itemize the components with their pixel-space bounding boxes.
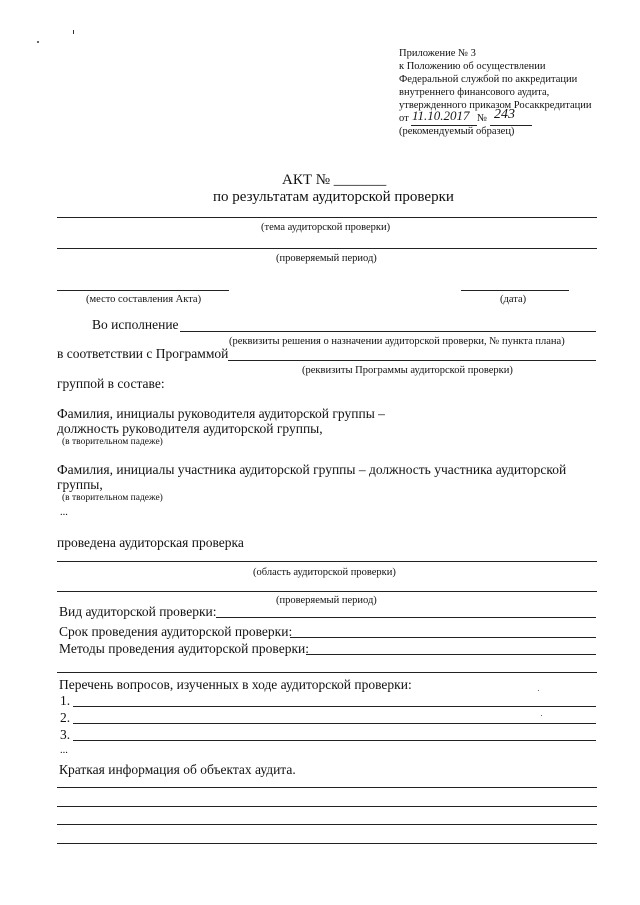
conducted-label: проведена аудиторская проверка xyxy=(57,535,244,550)
objects-label: Краткая информация об объектах аудита. xyxy=(59,762,296,777)
audit-type-label: Вид аудиторской проверки: xyxy=(59,604,217,619)
program-caption: (реквизиты Программы аудиторской проверки) xyxy=(302,365,513,376)
act-subtitle: по результатам аудиторской проверки xyxy=(213,189,454,205)
appendix-line: к Положению об осуществлении xyxy=(399,61,546,72)
group-label: группой в составе: xyxy=(57,376,165,391)
question-1-line xyxy=(73,706,596,707)
member-line-2: группы, xyxy=(57,477,103,492)
place-line xyxy=(57,290,229,291)
questions-ellipsis: ... xyxy=(60,745,68,756)
recommended-sample: (рекомендуемый образец) xyxy=(399,126,515,137)
leader-line-1: Фамилия, инициалы руководителя аудиторской группы – xyxy=(57,406,385,421)
scan-speck xyxy=(541,715,542,716)
execution-label: Во исполнение xyxy=(92,317,179,332)
objects-line-2 xyxy=(57,806,597,807)
question-2-number: 2. xyxy=(60,710,71,725)
objects-line-1 xyxy=(57,787,597,788)
topic-line xyxy=(57,217,597,218)
scope-line xyxy=(57,561,597,562)
period-line xyxy=(57,248,597,249)
date-caption: (дата) xyxy=(500,294,527,305)
period2-caption: (проверяемый период) xyxy=(276,595,377,606)
scan-speck xyxy=(37,41,39,43)
question-3-line xyxy=(73,740,596,741)
audit-methods-line-2 xyxy=(57,672,597,673)
question-3-number: 3. xyxy=(60,727,71,742)
date-line xyxy=(461,290,569,291)
order-number-sign: № xyxy=(477,113,488,124)
leader-case-note: (в творительном падеже) xyxy=(62,437,163,447)
audit-type-line xyxy=(216,617,596,618)
execution-line xyxy=(180,331,596,332)
order-date-prefix: от xyxy=(399,113,409,124)
appendix-number: Приложение № 3 xyxy=(399,48,476,59)
audit-methods-line xyxy=(306,654,596,655)
act-title: АКТ № _______ xyxy=(282,172,387,188)
objects-line-3 xyxy=(57,824,597,825)
leader-line-2: должность руководителя аудиторской группы, xyxy=(57,421,323,436)
appendix-line: Федеральной службой по аккредитации xyxy=(399,74,578,85)
audit-methods-label: Методы проведения аудиторской проверки: xyxy=(59,641,309,656)
audit-term-label: Срок проведения аудиторской проверки: xyxy=(59,624,293,639)
program-line xyxy=(228,360,596,361)
order-date-handwritten: 11.10.2017 xyxy=(412,108,470,123)
topic-caption: (тема аудиторской проверки) xyxy=(261,222,391,233)
order-number-handwritten: 243 xyxy=(494,107,515,122)
member-line-1: Фамилия, инициалы участника аудиторской группы – должность участника аудиторской xyxy=(57,462,567,477)
scope-caption: (область аудиторской проверки) xyxy=(253,567,396,578)
audit-term-line xyxy=(290,637,596,638)
questions-label: Перечень вопросов, изученных в ходе аудиторской проверки: xyxy=(59,677,412,692)
scan-speck xyxy=(73,30,74,34)
objects-line-4 xyxy=(57,843,597,844)
appendix-line: утвержденного приказом Росаккредитации xyxy=(399,100,592,111)
place-caption: (место составления Акта) xyxy=(86,294,202,305)
member-ellipsis: ... xyxy=(60,507,68,518)
period2-line xyxy=(57,591,597,592)
period-caption: (проверяемый период) xyxy=(276,253,377,264)
question-2-line xyxy=(73,723,596,724)
program-label: в соответствии с Программой xyxy=(57,346,229,361)
member-case-note: (в творительном падеже) xyxy=(62,493,163,503)
question-1-number: 1. xyxy=(60,693,71,708)
appendix-line: внутреннего финансового аудита, xyxy=(399,87,550,98)
scan-speck xyxy=(538,690,539,691)
execution-caption: (реквизиты решения о назначении аудиторской проверки, № пункта плана) xyxy=(229,336,565,347)
